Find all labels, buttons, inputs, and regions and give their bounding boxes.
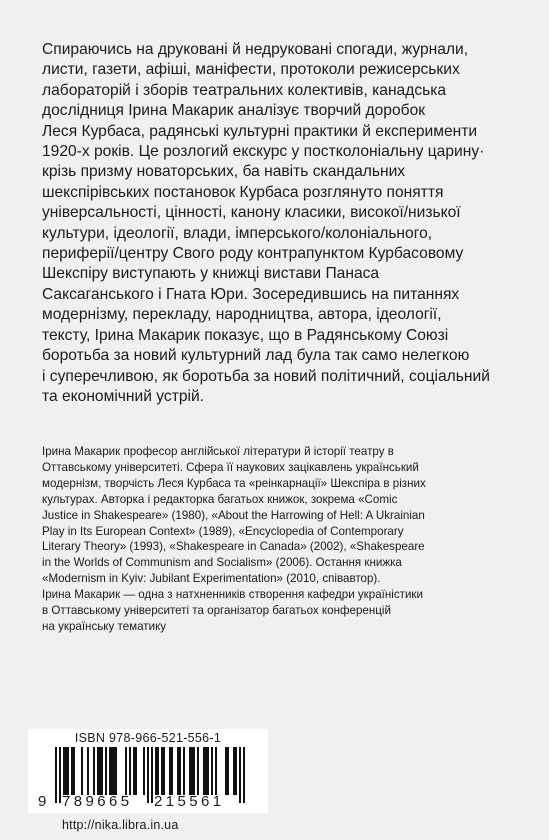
isbn-label: ISBN 978-966-521-556-1 bbox=[74, 731, 222, 745]
annotation-line: листи, газети, афіші, маніфести, протоколи режисерських bbox=[42, 61, 460, 79]
annotation-line: і суперечливою, як боротьба за новий політичний, соціальний bbox=[42, 367, 490, 385]
bio-line: Play in Its European Context» (1989), «Encyclopedia of Contemporary bbox=[42, 524, 404, 538]
barcode-bar bbox=[81, 747, 83, 795]
bio-line: Ірина Макарик професор англійської літератури й історії театру в bbox=[42, 445, 394, 458]
annotation-line: крізь призму новаторських, ба навіть скандальних bbox=[42, 163, 406, 181]
barcode-bar bbox=[135, 747, 137, 795]
annotation-line: та економічний устрій. bbox=[42, 387, 205, 405]
annotation-line: шекспірівських постановок Курбаса розглянуто поняття bbox=[42, 183, 444, 201]
annotation-line: модернізму, перекладу, народництва, автора, ідеології, bbox=[42, 306, 442, 324]
barcode-block bbox=[28, 729, 268, 813]
barcode-bar bbox=[189, 747, 191, 795]
barcode-bar bbox=[205, 747, 207, 795]
annotation-line: боротьба за новий культурний лад була так само нелегкою bbox=[42, 347, 470, 365]
barcode-bar bbox=[207, 747, 209, 795]
bio-line: in the Worlds of Communism and Socialism» (2006). Остання книжка bbox=[42, 556, 402, 570]
barcode-bar bbox=[111, 747, 113, 795]
barcode-bar bbox=[225, 747, 227, 795]
annotation-line: дослідниця Ірина Макарик аналізує творчий доробок bbox=[42, 102, 426, 120]
barcode-bar bbox=[63, 747, 65, 795]
barcode-bar bbox=[105, 747, 107, 795]
barcode-bar bbox=[73, 747, 75, 795]
barcode-bar bbox=[113, 747, 115, 795]
annotation-line: Саксаганського і Гната Юри. Зосередившись на питаннях bbox=[42, 285, 460, 303]
annotation-line: культури, ідеології, влади, імперського/колоніального, bbox=[42, 224, 433, 242]
bio-line: Оттавському університеті. Сфера її наукових зацікавлень український bbox=[42, 460, 419, 474]
barcode-bar bbox=[133, 747, 135, 795]
barcode-bar bbox=[67, 747, 69, 795]
barcode-bar bbox=[171, 747, 173, 795]
barcode-bar bbox=[211, 747, 213, 795]
annotation-line: периферії/центру Свого роду контрапунктом Курбасовому bbox=[42, 245, 464, 263]
publisher-url: http://nika.libra.in.ua bbox=[62, 818, 179, 832]
barcode-digits bbox=[28, 793, 268, 811]
barcode-bar bbox=[227, 747, 229, 795]
barcode-digits-right: 215561 bbox=[154, 793, 225, 810]
barcode-bar bbox=[233, 747, 235, 795]
barcode-bar bbox=[99, 747, 101, 795]
barcode-bar bbox=[191, 747, 193, 795]
barcode-bar bbox=[183, 747, 185, 795]
bio-line: в Оттавському університеті та організатор багатьох конференцій bbox=[42, 604, 391, 618]
barcode-bar bbox=[109, 747, 111, 795]
barcode-bar bbox=[157, 747, 159, 795]
barcode-bar bbox=[93, 747, 95, 795]
annotation-line: лабораторій і зборів театральних колективів, канадська bbox=[42, 81, 447, 99]
annotation-line: Спираючись на друковані й недруковані спогади, журнали, bbox=[42, 41, 469, 58]
bio-line: модернізм, творчість Леся Курбаса та «реінкарнації» Шекспіра в різних bbox=[42, 476, 426, 490]
annotation-line: Леся Курбаса, радянські культурні практики й експерименти bbox=[42, 122, 478, 140]
barcode-digit-lead: 9 bbox=[38, 793, 47, 810]
barcode-bar bbox=[97, 747, 99, 795]
barcode-bar bbox=[65, 747, 67, 795]
barcode-bar bbox=[71, 747, 73, 795]
barcode-bar bbox=[115, 747, 117, 795]
annotation-line: тексту, Ірина Макарик показує, що в Радянському Союзі bbox=[42, 326, 449, 344]
barcode-bar bbox=[129, 747, 131, 795]
barcode-bar bbox=[203, 747, 205, 795]
barcode-bar bbox=[143, 747, 145, 795]
barcode-bar bbox=[177, 747, 179, 795]
annotation-line: 1920-х років. Це розлогий екскурс у постколоніальну царину· bbox=[42, 143, 485, 161]
bio-line: культурах. Авторка і редакторка багатьох книжок, зокрема «Comic bbox=[42, 492, 398, 506]
author-bio-paragraph bbox=[42, 444, 522, 635]
barcode-bar bbox=[87, 747, 89, 795]
annotation-line: Шекспіру виступають у книжці вистави Панаса bbox=[42, 265, 380, 283]
annotation-paragraph bbox=[42, 40, 522, 407]
bio-line: на українську тематику bbox=[42, 619, 167, 633]
bio-line: Literary Theory» (1993), «Shakespeare in Canada» (2002), «Shakespeare bbox=[42, 540, 425, 554]
barcode-bar bbox=[235, 747, 237, 795]
barcode-digits-left: 789665 bbox=[62, 793, 133, 810]
bio-line: Justice in Shakespeare» (1980), «About the Harrowing of Hell: A Ukrainian bbox=[42, 508, 425, 522]
barcode-bar bbox=[169, 747, 171, 795]
barcode-bar bbox=[215, 747, 217, 795]
barcode-bar bbox=[197, 747, 199, 795]
bio-line: «Modernism in Kyiv: Jubilant Experimentation» (2010, співавтор). bbox=[42, 572, 381, 586]
barcode-bar bbox=[125, 747, 127, 795]
bio-line: Ірина Макарик — одна з натхненників створення кафедри україністики bbox=[42, 588, 423, 602]
barcode-bar bbox=[161, 747, 163, 795]
barcode-bar bbox=[101, 747, 103, 795]
annotation-line: універсальності, цінності, канону класики, високої/низької bbox=[42, 204, 461, 222]
barcode-bar bbox=[193, 747, 195, 795]
barcode-bar bbox=[155, 747, 157, 795]
barcode-bar bbox=[179, 747, 181, 795]
barcode-bar bbox=[163, 747, 165, 795]
